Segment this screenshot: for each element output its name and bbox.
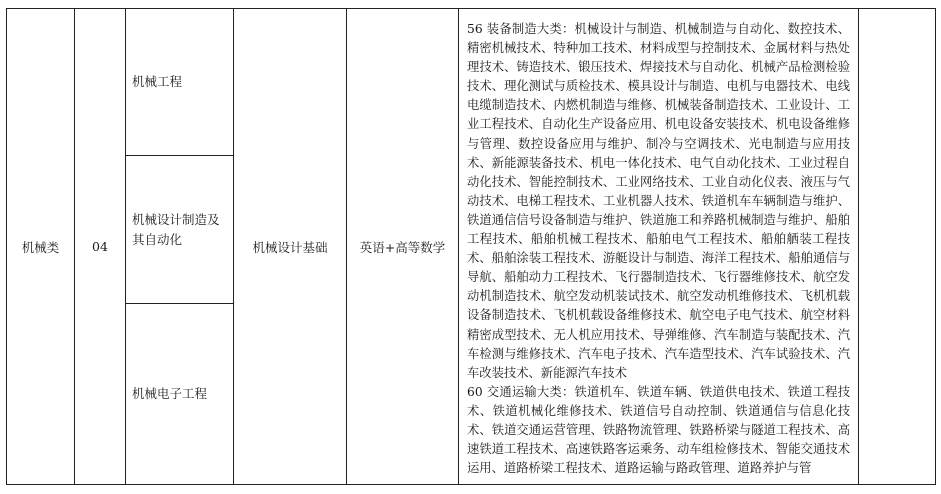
- major-name: 机械设计制造及其自动化: [132, 211, 220, 247]
- remark-cell: [859, 9, 936, 485]
- major-name: 机械工程: [132, 74, 183, 89]
- admissions-table: [6, 8, 936, 485]
- major-name: 机械电子工程: [132, 386, 208, 401]
- vocational-majors-cell: [459, 9, 859, 485]
- skill-test-cell: 机械设计基础: [234, 9, 347, 485]
- category-cell: 机械类: [7, 9, 75, 485]
- code-cell: 04: [75, 9, 126, 485]
- major-cell: [126, 9, 234, 156]
- major-cell: [126, 304, 234, 485]
- culture-test-cell: 英语+高等数学: [347, 9, 459, 485]
- vocational-majors-text: 56 装备制造大类：机械设计与制造、机械制造与自动化、数控技术、精密机械技术、特种加工技术、材料成型与控制技术、金属材料与热处理技术、铸造技术、锻压技术、焊接技术与自动化、机械产品检测检验技术、理化测试与质检技术、模具设计与制造、电机与电器技术、电线电缆制造技术、内燃机制造与维修、机械装备制造技术、工业设计、工业工程技术、自动化生产设备应用、机电设备安装技术、机电设备维修与管理、数控设备应用与维护、制冷与空调技术、光电制造与应用技术、新能源装备技术、机电一体化技术、电气自动化技术、工业过程自动化技术、智能控制技术、工业网络技术、工业自动化仪表、液压与气动技术、电梯工程技术、工业机器人技术、铁道机车车辆制造与维护、铁道通信信号设备制造与维护、铁道施工和养路机械制造与维护、船舶工程技术、船舶机械工程技术、船舶电气工程技术、船舶舾装工程技术、船舶涂装工程技术、游艇设计与制造、海洋工程技术、船舶通信与导航、船舶动力工程技术、飞行器制造技术、飞行器维修技术、航空发动机制造技术、航空发动机装试技术、航空发动机维修技术、飞机机载设备制造技术、飞机机载设备维修技术、航空电子电气技术、航空材料精密成型技术、无人机应用技术、导弹维修、汽车制造与装配技术、汽车检测与维修技术、汽车电子技术、汽车造型技术、汽车试验技术、汽车改装技术、新能源汽车技术 60 交通运输大类：铁道机车、铁道车辆、铁道供电技术、铁道工程技术、铁道机械化维修技术、铁道信号自动控制、铁道通信与信息化技术、铁道交通运营管理、铁路物流管理、铁路桥梁与隧道工程技术、高速铁道工程技术、高速铁路客运乘务、动车组检修技术、智能交通技术运用、道路桥梁工程技术、道路运输与路政管理、道路养护与管: [467, 22, 850, 476]
- major-cell: [126, 156, 234, 304]
- table-row: [7, 9, 936, 156]
